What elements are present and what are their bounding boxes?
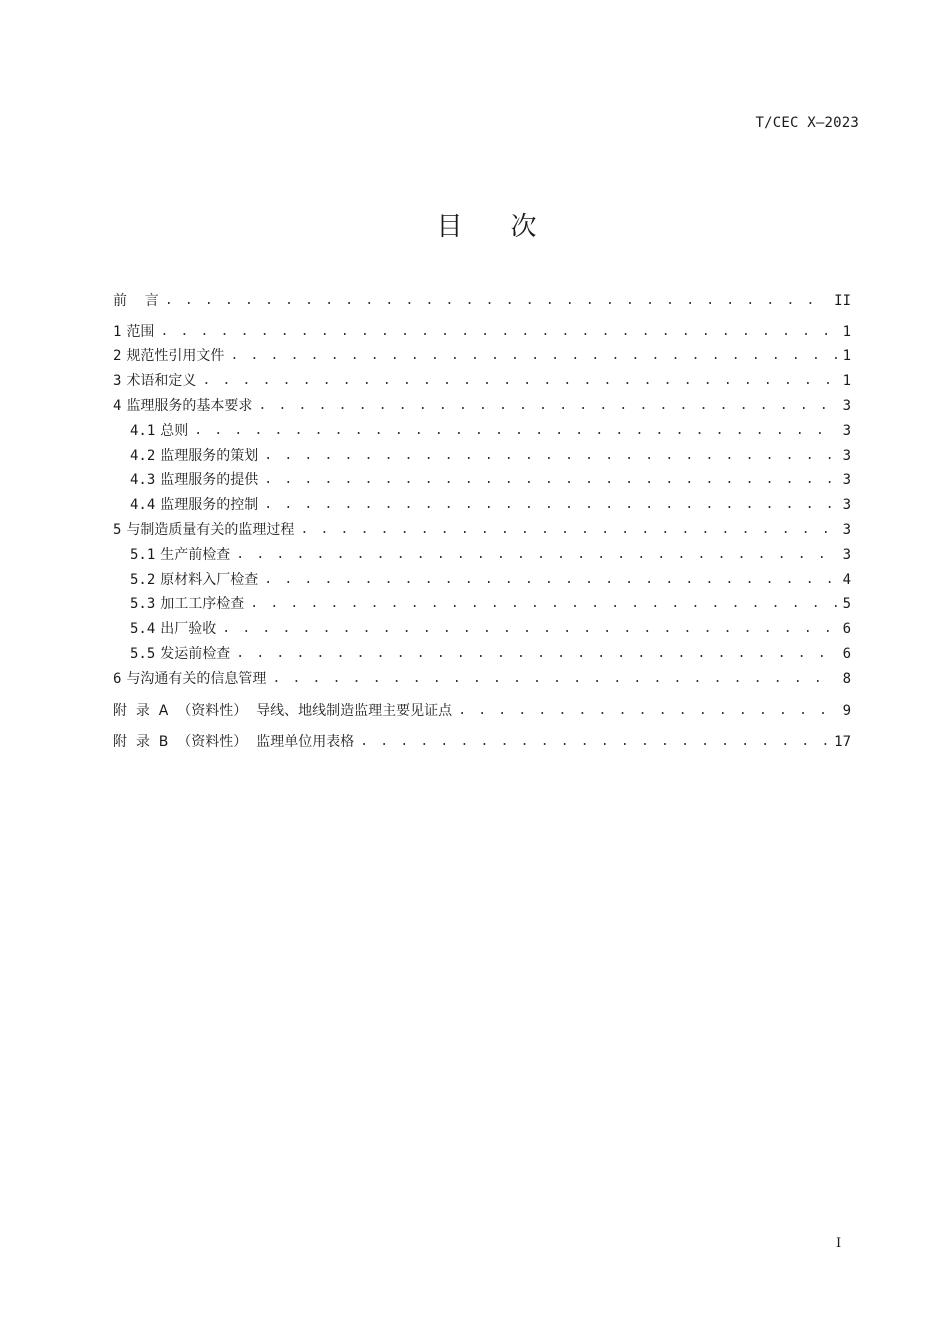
toc-leader-dots: [202, 372, 836, 390]
toc-entry-label: 术语和定义: [126, 373, 197, 390]
toc-entry-number: 3: [113, 373, 122, 390]
toc-leader-dots: [258, 397, 836, 415]
toc-leader-dots: [236, 645, 836, 663]
toc-entry-number: 4.4: [130, 497, 156, 514]
toc-entry-label: 规范性引用文件: [126, 348, 225, 365]
toc-entry-5-3[interactable]: [113, 589, 851, 614]
toc-leader-dots: [360, 733, 828, 751]
toc-entry-label: 监理服务的提供: [160, 472, 259, 489]
toc-entry-appendix-a[interactable]: [113, 695, 851, 720]
toc-entry-page: II: [834, 292, 851, 309]
toc-entry-label: 附 录 A （资料性） 导线、地线制造监理主要见证点: [113, 702, 453, 719]
toc-leader-dots: [236, 546, 836, 564]
toc-entry-number: 4.3: [130, 472, 156, 489]
toc-entry-page: 9: [842, 702, 851, 719]
toc-entry-page: 4: [842, 571, 851, 588]
toc-entry-label: 附 录 B （资料性） 监理单位用表格: [113, 734, 355, 751]
toc-entry-5-1[interactable]: [113, 539, 851, 564]
toc-entry-page: 6: [842, 645, 851, 662]
page-title: [0, 206, 950, 243]
toc-leader-dots: [264, 571, 836, 589]
toc-entry-4-1[interactable]: [113, 415, 851, 440]
toc-entry-page: 5: [842, 596, 851, 613]
toc-entry-4-3[interactable]: [113, 465, 851, 490]
toc-entry-label: 出厂验收: [160, 621, 217, 638]
document-code: T/CEC X—2023: [755, 115, 859, 131]
toc-entry-4-2[interactable]: [113, 440, 851, 465]
toc-entry-number: 1: [113, 323, 122, 340]
toc-leader-dots: [194, 422, 836, 440]
toc-entry-5-2[interactable]: [113, 564, 851, 589]
toc-leader-dots: [165, 292, 828, 310]
toc-entry-number: 4.1: [130, 422, 156, 439]
toc-entry-4[interactable]: [113, 390, 851, 415]
toc-entry-number: 5.1: [130, 546, 156, 563]
toc-entry-appendix-b[interactable]: [113, 727, 851, 752]
toc-entry-5[interactable]: [113, 514, 851, 539]
toc-entry-foreword[interactable]: [113, 285, 851, 310]
toc-entry-label: 范围: [126, 323, 155, 340]
title-char-1: 目: [436, 212, 465, 242]
toc-entry-label: 监理服务的控制: [160, 497, 259, 514]
toc-entry-2[interactable]: [113, 341, 851, 366]
toc-entry-4-4[interactable]: [113, 489, 851, 514]
toc-entry-page: 3: [842, 397, 851, 414]
toc-entry-page: 1: [842, 348, 851, 365]
toc-entry-number: 5.5: [130, 645, 156, 662]
toc-entry-page: 1: [842, 373, 851, 390]
toc-entry-page: 3: [842, 497, 851, 514]
toc-entry-label: 发运前检查: [160, 645, 231, 662]
toc-entry-number: 5.4: [130, 621, 156, 638]
toc-entry-label: 原材料入厂检查: [160, 571, 259, 588]
toc-entry-page: 1: [842, 323, 851, 340]
toc-leader-dots: [230, 347, 836, 365]
toc-entry-number: 2: [113, 348, 122, 365]
toc-leader-dots: [160, 323, 836, 341]
toc-leader-dots: [264, 496, 836, 514]
toc-entry-label: 与沟通有关的信息管理: [126, 670, 267, 687]
toc-entry-page: 6: [842, 621, 851, 638]
toc-leader-dots: [264, 471, 836, 489]
toc-entry-page: 3: [842, 472, 851, 489]
toc-entry-label: 监理服务的策划: [160, 447, 259, 464]
toc-leader-dots: [458, 702, 836, 720]
toc-entry-label: 与制造质量有关的监理过程: [126, 521, 295, 538]
title-char-2: 次: [510, 212, 539, 242]
toc-leader-dots: [222, 620, 836, 638]
toc-entry-number: 4.2: [130, 447, 156, 464]
table-of-contents: [113, 285, 851, 751]
toc-leader-dots: [300, 521, 836, 539]
toc-entry-5-5[interactable]: [113, 638, 851, 663]
toc-entry-number: 5.3: [130, 596, 156, 613]
toc-entry-label: 总则: [160, 422, 189, 439]
page-number: I: [836, 1236, 842, 1251]
toc-entry-number: 6: [113, 670, 122, 687]
toc-entry-page: 17: [834, 734, 851, 751]
toc-leader-dots: [264, 447, 836, 465]
toc-entry-label: 加工工序检查: [160, 596, 245, 613]
toc-entry-page: 8: [842, 670, 851, 687]
toc-entry-page: 3: [842, 546, 851, 563]
toc-entry-6[interactable]: [113, 663, 851, 688]
toc-entry-3[interactable]: [113, 365, 851, 390]
toc-entry-page: 3: [842, 422, 851, 439]
toc-entry-page: 3: [842, 521, 851, 538]
toc-entry-number: 5: [113, 521, 122, 538]
toc-leader-dots: [250, 595, 836, 613]
toc-entry-number: 5.2: [130, 571, 156, 588]
toc-entry-label: 前 言: [113, 292, 159, 309]
toc-entry-page: 3: [842, 447, 851, 464]
toc-entry-label: 监理服务的基本要求: [126, 397, 253, 414]
toc-leader-dots: [272, 670, 836, 688]
toc-entry-number: 4: [113, 397, 122, 414]
toc-entry-5-4[interactable]: [113, 613, 851, 638]
toc-entry-1[interactable]: [113, 316, 851, 341]
toc-entry-label: 生产前检查: [160, 546, 231, 563]
